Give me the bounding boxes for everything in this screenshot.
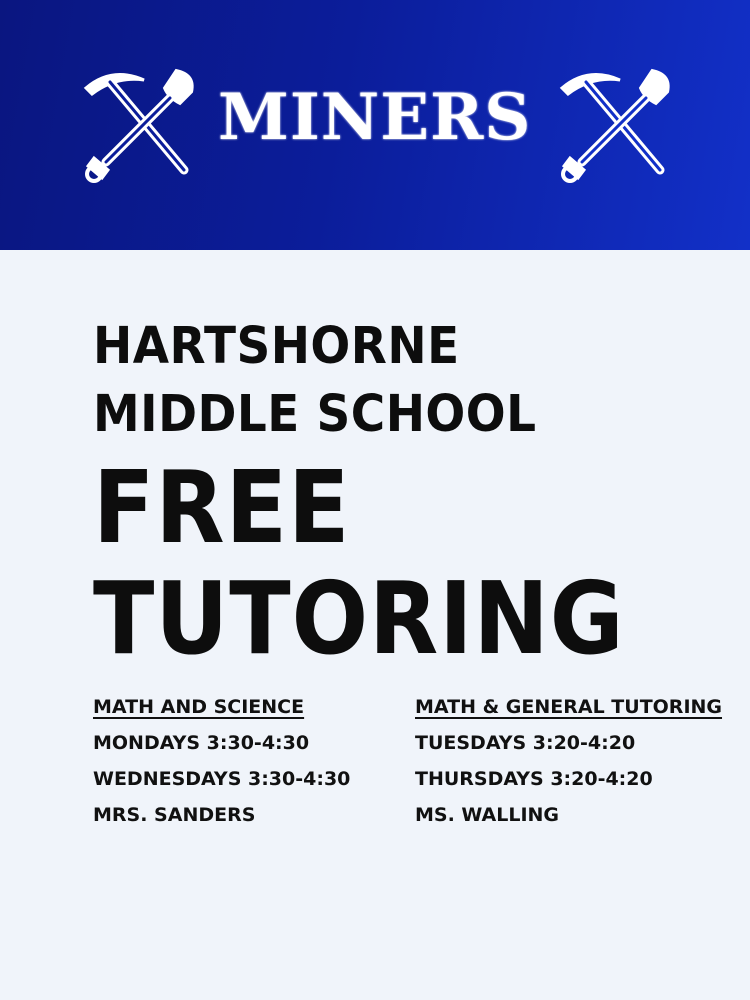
session-subject: MATH & GENERAL TUTORING <box>415 696 723 718</box>
session-subject: MATH AND SCIENCE <box>93 696 305 718</box>
session-day-2: THURSDAYS 3:20-4:20 <box>415 768 653 790</box>
school-name-line-1: HARTSHORNE <box>93 317 460 376</box>
miners-banner <box>0 0 750 250</box>
session-teacher: MS. WALLING <box>415 804 560 826</box>
crossed-pickaxe-shovel-icon <box>548 58 678 188</box>
session-column-math-science <box>93 689 350 833</box>
session-day-1: MONDAYS 3:30-4:30 <box>93 732 310 754</box>
school-name-line-2: MIDDLE SCHOOL <box>93 385 537 444</box>
headline-free: FREE <box>93 449 351 566</box>
crossed-pickaxe-shovel-icon <box>72 58 202 188</box>
session-column-math-general <box>415 689 722 833</box>
session-teacher: MRS. SANDERS <box>93 804 256 826</box>
session-day-1: TUESDAYS 3:20-4:20 <box>415 732 636 754</box>
session-day-2: WEDNESDAYS 3:30-4:30 <box>93 768 351 790</box>
headline-tutoring: TUTORING <box>93 560 625 677</box>
miners-logo-text: MINERS <box>218 80 532 155</box>
